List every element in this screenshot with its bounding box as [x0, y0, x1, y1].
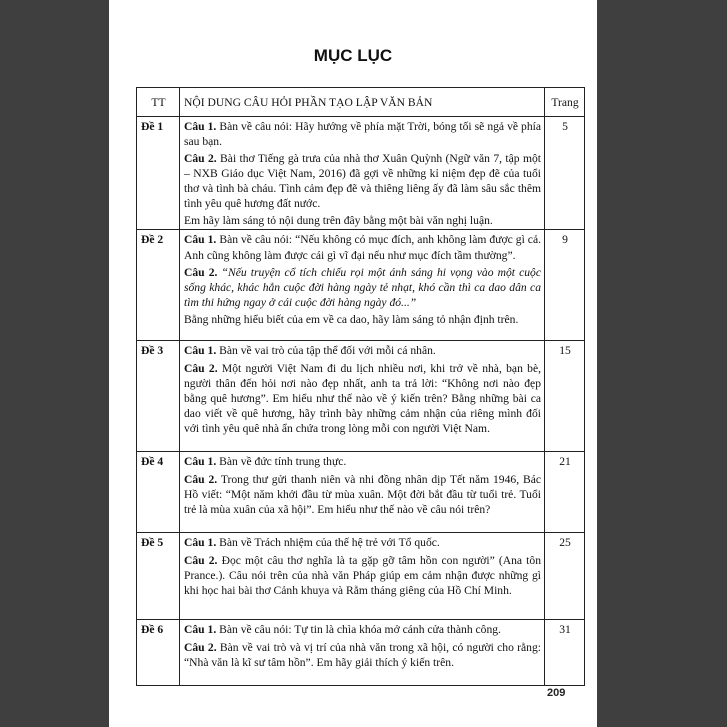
question-label: Câu 1.	[184, 344, 217, 358]
table-row	[137, 533, 585, 620]
document-page	[109, 0, 597, 727]
row-page: 31	[545, 620, 585, 686]
question-text: Đọc một câu thơ nghĩa là ta gặp gỡ tâm hồn con người” (Ana tôn Prance.). Câu nói trên của nhà văn Pháp giúp em cảm nhận được những gì khi học hai bài thơ Cảnh khuya và Rằm tháng giêng của Hồ Chí Minh.	[184, 553, 542, 597]
row-content	[180, 341, 545, 452]
right-dark-margin	[597, 0, 727, 727]
header-page: Trang	[545, 88, 585, 117]
question-text: Bàn về vai trò của tập thể đối với mỗi cá nhân.	[216, 344, 436, 358]
question-label: Câu 2.	[184, 640, 217, 654]
row-number: Đề 1	[137, 117, 180, 230]
header-tt: TT	[137, 88, 180, 117]
row-content	[180, 230, 545, 341]
page-title: MỤC LỤC	[313, 46, 393, 65]
page-number: 209	[547, 687, 566, 699]
row-content	[180, 117, 545, 230]
question-label: Câu 1.	[184, 536, 217, 550]
row-number: Đề 4	[137, 452, 180, 533]
header-content: NỘI DUNG CÂU HỎI PHẦN TẠO LẬP VĂN BẢN	[180, 88, 545, 117]
row-number: Đề 6	[137, 620, 180, 686]
left-dark-margin	[0, 0, 109, 727]
row-page: 9	[545, 230, 585, 341]
question-label: Câu 1.	[184, 623, 217, 637]
row-content	[180, 620, 545, 686]
table-row	[137, 230, 585, 341]
question-label: Câu 2.	[184, 265, 218, 279]
question-label: Câu 2.	[184, 361, 218, 375]
question-label: Câu 1.	[184, 455, 217, 469]
question-text: Bàn về câu nói: Hãy hướng về phía mặt Trời, bóng tối sẽ ngả về phía sau bạn.	[184, 120, 541, 149]
row-content	[180, 533, 545, 620]
row-page: 25	[545, 533, 585, 620]
question-label: Câu 1.	[184, 120, 217, 133]
row-content	[180, 452, 545, 533]
question-text: Bàn về Trách nhiệm của thế hệ trẻ với Tổ quốc.	[216, 536, 440, 550]
question-label: Câu 1.	[184, 233, 217, 247]
table-row	[137, 620, 585, 686]
table-row	[137, 117, 585, 230]
row-number: Đề 2	[137, 230, 180, 341]
question-label: Câu 2.	[184, 553, 218, 567]
table-row	[137, 341, 585, 452]
row-number: Đề 5	[137, 533, 180, 620]
question-text: Bài thơ Tiếng gà trưa của nhà thơ Xuân Quỳnh (Ngữ văn 7, tập một – NXB Giáo dục Việt Nam, 2016) đã gợi về những kỉ niệm đẹp đẽ của tuổi thơ và tình bà cháu. Tình cảm đẹp đẽ và thiêng liêng ấy đã làm sâu sắc thêm tình yêu quê hương đất nước.	[184, 152, 541, 211]
question-text: Một người Việt Nam đi du lịch nhiều nơi, khi trở về nhà, bạn bè, người thân đến hỏi nơi nào đẹp nhất, anh ta trả lời: “Không nơi nào đẹp bằng quê hương”. Em hiểu như thế nào về ý kiến trên? Bằng những bài ca dao viết về quê hương, hãy trình bày những cảm nhận của riêng mình đối với tình yêu quê nhà ẩn chứa trong lòng mỗi con người Việt Nam.	[184, 361, 541, 435]
row-page: 15	[545, 341, 585, 452]
question-text: “Nếu truyện cổ tích chiếu rọi một ánh sáng hi vọng vào một cuộc sống khác, khác hẳn cuộc đời hàng ngày tẻ nhạt, khó cần thì ca dao dân ca tìm thi hứng ngay ở cái cuộc đời hàng ngày đó...”	[184, 265, 541, 309]
question-extra: Em hãy làm sáng tỏ nội dung trên đây bằng một bài văn nghị luận.	[184, 214, 493, 228]
table-row	[137, 452, 585, 533]
question-extra: Bằng những hiểu biết của em về ca dao, hãy làm sáng tỏ nhận định trên.	[184, 312, 519, 326]
question-text: Bàn về vai trò và vị trí của nhà văn trong xã hội, có người cho rằng: “Nhà văn là kĩ sư tâm hồn”. Em hãy giải thích ý kiến trên.	[184, 640, 541, 669]
contents-table	[136, 87, 585, 686]
question-label: Câu 2.	[184, 472, 218, 486]
table-header-row	[137, 88, 585, 117]
question-text: Bàn về câu nói: “Nếu không có mục đích, anh không làm được gì cả. Anh cũng không làm được cái gì vĩ đại nếu như mục đích tầm thường”.	[184, 233, 541, 262]
question-text: Bàn về đức tính trung thực.	[216, 455, 347, 469]
question-text: Trong thư gửi thanh niên và nhi đồng nhân dịp Tết năm 1946, Bác Hồ viết: “Một năm khởi đầu từ mùa xuân. Một đời bắt đầu từ tuổi trẻ. Tuổi trẻ là mùa xuân của xã hội”. Em hiểu như thế nào về câu nói trên?	[184, 472, 541, 516]
question-label: Câu 2.	[184, 152, 217, 166]
row-number: Đề 3	[137, 341, 180, 452]
question-text: Bàn về câu nói: Tự tin là chìa khóa mở cánh cửa thành công.	[216, 623, 501, 637]
row-page: 5	[545, 117, 585, 230]
row-page: 21	[545, 452, 585, 533]
